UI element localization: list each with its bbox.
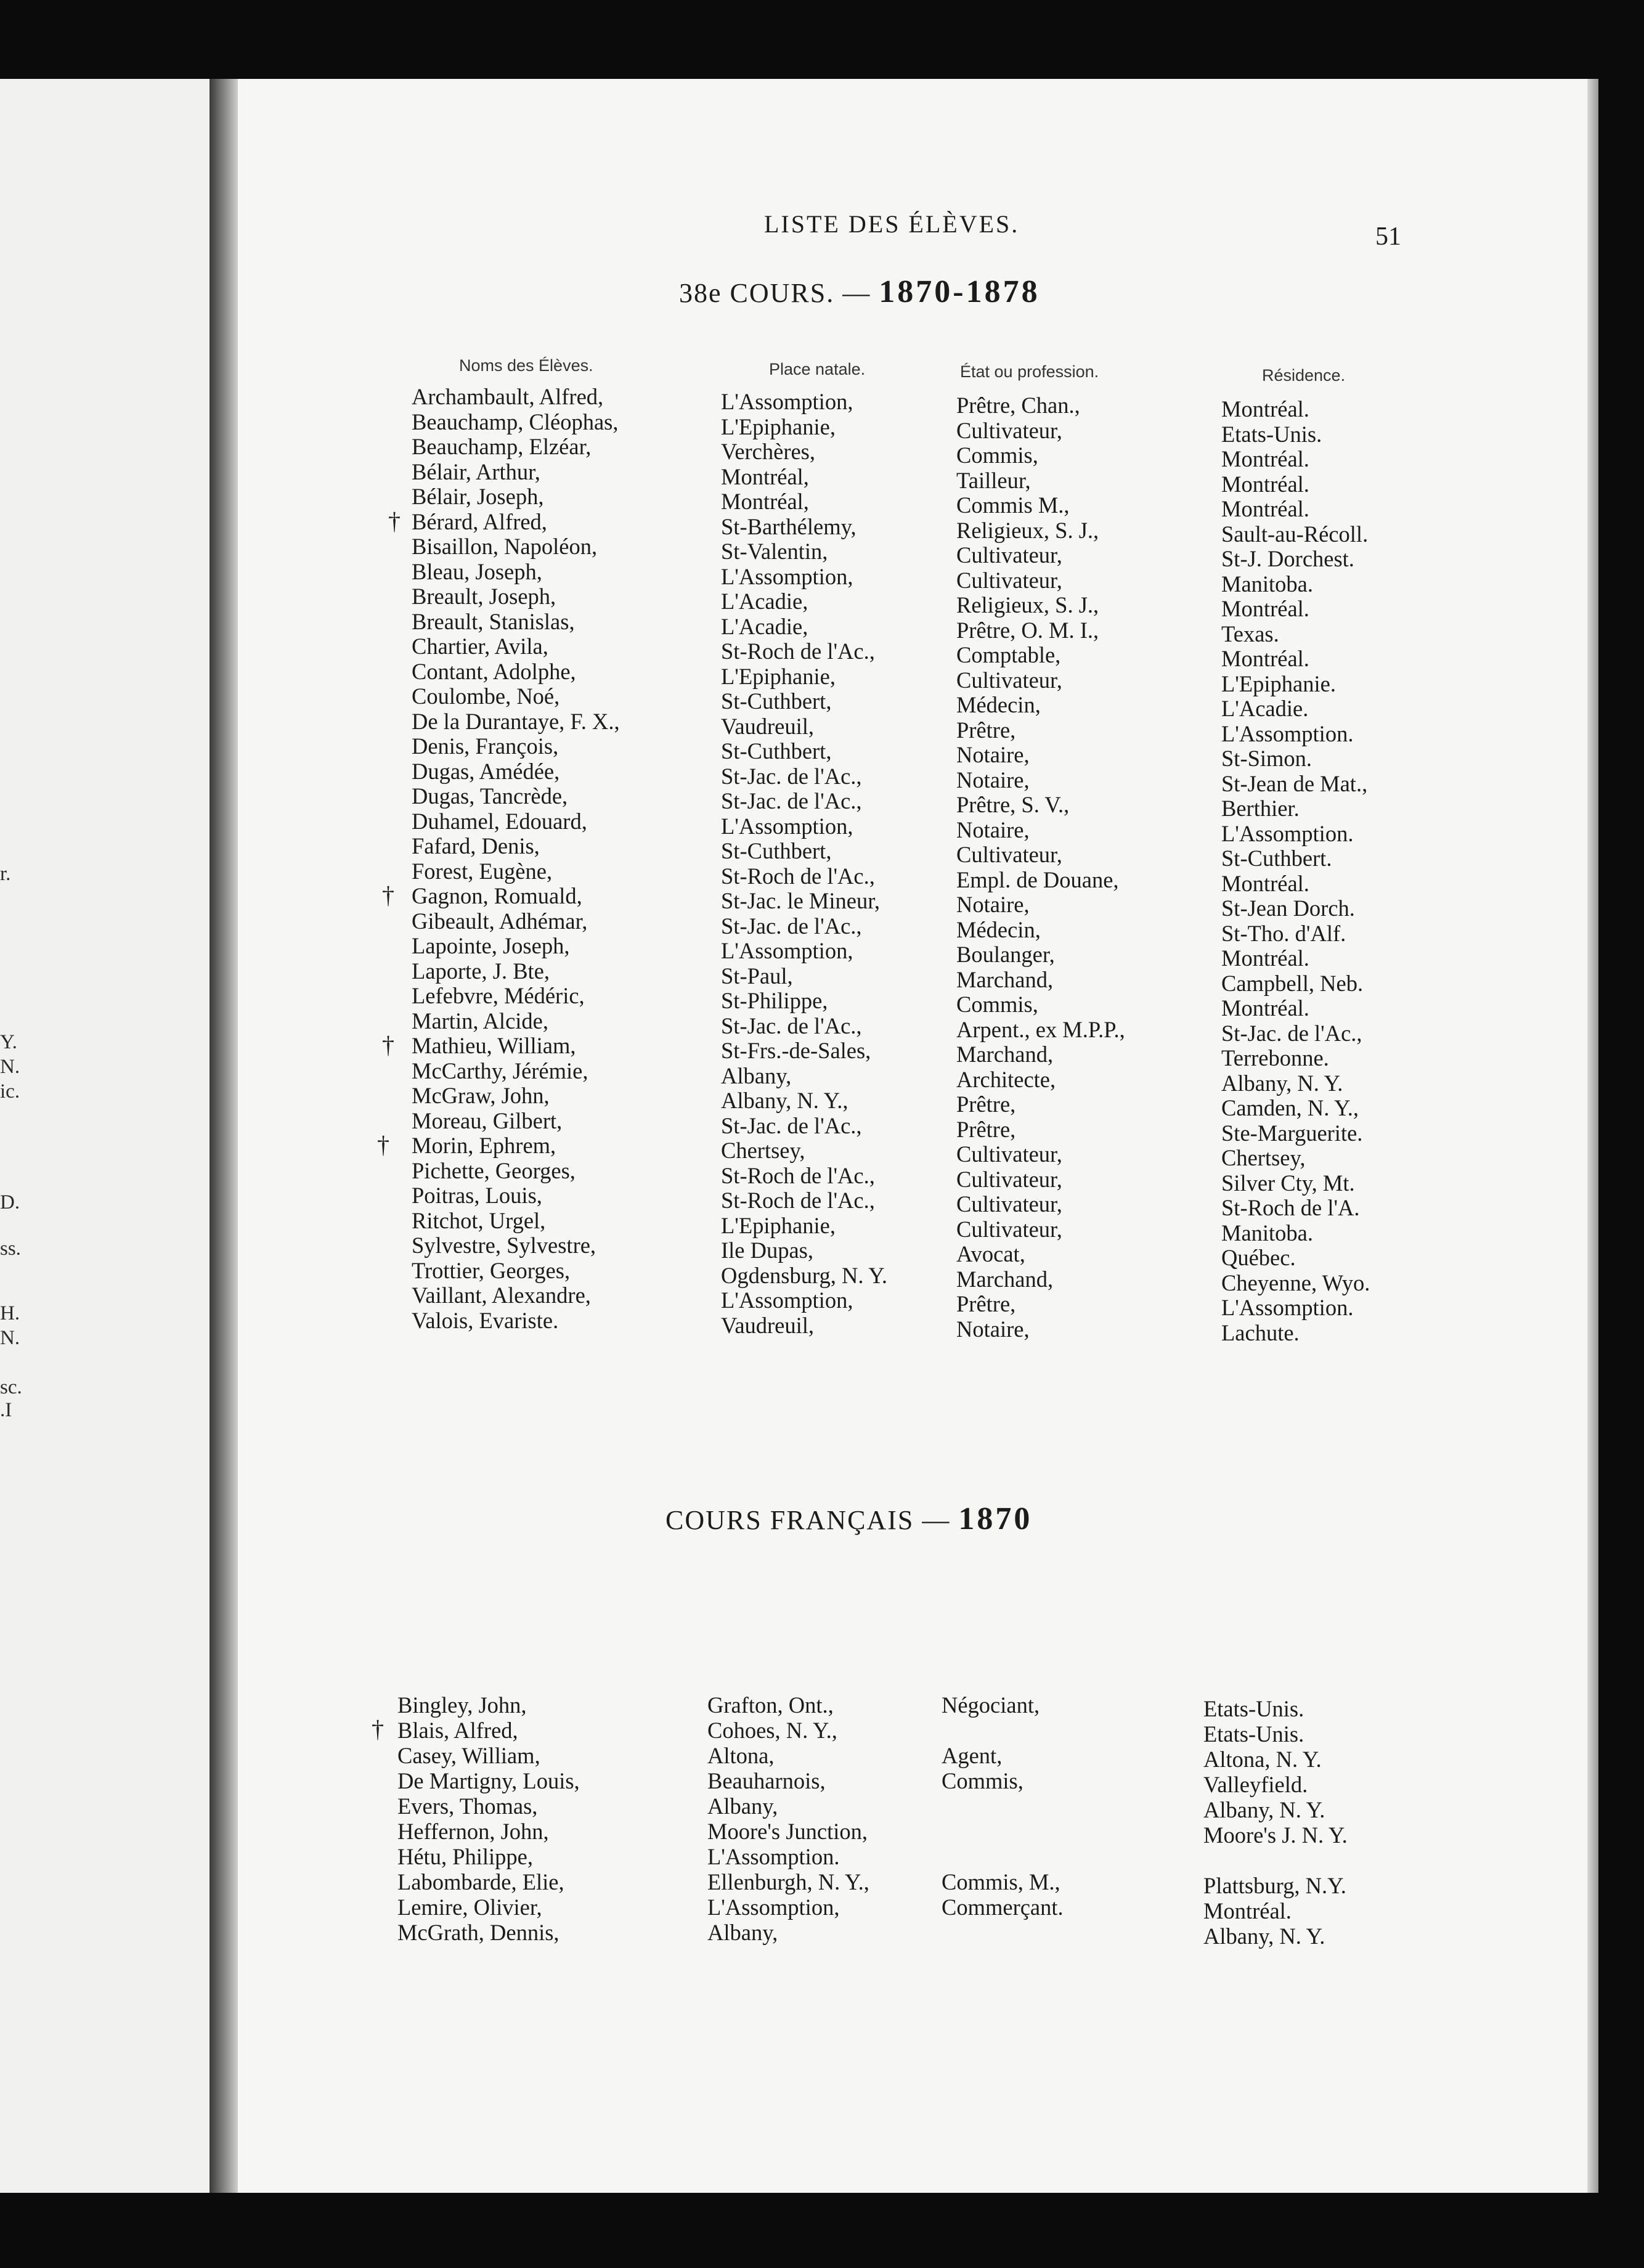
student-name: Blais, Alfred, [397, 1718, 518, 1743]
residence: Moore's J. N. Y. [1203, 1822, 1348, 1848]
left-fragment: N. [0, 1327, 20, 1349]
student-name: Laporte, J. Bte, [412, 958, 550, 984]
residence: L'Acadie. [1221, 696, 1309, 721]
student-name: Poitras, Louis, [412, 1183, 542, 1208]
student-name: Breault, Stanislas, [412, 608, 575, 634]
profession-column [956, 393, 1125, 1342]
profession: Cultivateur, [956, 1141, 1062, 1167]
birthplace: L'Epiphanie, [721, 1212, 836, 1238]
birthplace: L'Acadie, [721, 589, 808, 614]
student-name: Evers, Thomas, [397, 1793, 538, 1819]
student-name: Martin, Alcide, [412, 1008, 548, 1034]
student-name: Lapointe, Joseph, [412, 933, 570, 958]
profession: Prêtre, S. V., [956, 792, 1070, 817]
student-name: Bélair, Joseph, [412, 484, 544, 509]
birthplace-column [721, 390, 887, 1338]
residence: Cheyenne, Wyo. [1221, 1270, 1370, 1295]
birthplace: St-Jac. de l'Ac., [721, 763, 862, 789]
section-title-38e-cours [679, 274, 1040, 310]
profession: Notaire, [956, 742, 1030, 767]
student-name: Bingley, John, [397, 1692, 527, 1718]
student-name: Casey, William, [397, 1743, 540, 1768]
profession: Comptable, [956, 642, 1061, 667]
birthplace: Cohoes, N. Y., [707, 1718, 837, 1743]
birthplace: St-Philippe, [721, 988, 828, 1013]
birthplace-column [707, 1692, 869, 1945]
profession: Commis, [942, 1768, 1023, 1793]
residence: St-Roch de l'A. [1221, 1195, 1360, 1220]
names-column [397, 1692, 580, 1945]
birthplace: Albany, [707, 1793, 778, 1819]
section-title-years: 1870-1878 [879, 274, 1040, 309]
birthplace: L'Assomption, [721, 938, 853, 963]
header-profession: État ou profession. [960, 362, 1099, 381]
student-name: Chartier, Avila, [412, 634, 548, 659]
birthplace: L'Assomption. [707, 1844, 840, 1869]
birthplace: L'Assomption, [721, 563, 853, 589]
profession [942, 1920, 1064, 1945]
student-name: Ritchot, Urgel, [412, 1207, 546, 1233]
section-title-prefix: 38e COURS. — [679, 278, 871, 308]
student-name: Archambault, Alfred, [412, 384, 604, 409]
profession [942, 1844, 1064, 1869]
birthplace: Altona, [707, 1743, 775, 1768]
birthplace: St-Jac. le Mineur, [721, 888, 881, 913]
profession: Arpent., ex M.P.P., [956, 1016, 1125, 1042]
student-name: Denis, François, [412, 733, 559, 759]
residence: Ste-Marguerite. [1221, 1120, 1363, 1146]
header-names: Noms des Élèves. [459, 356, 593, 375]
section-title-cours-francais [665, 1501, 1032, 1537]
residence: Montréal. [1221, 396, 1309, 422]
student-name: McGraw, John, [412, 1083, 550, 1108]
student-name: Heffernon, John, [397, 1819, 549, 1844]
left-fragment: N. [0, 1056, 20, 1078]
birthplace: St-Cuthbert, [721, 688, 832, 714]
profession: Empl. de Douane, [956, 867, 1119, 892]
names-column [412, 385, 620, 1333]
residence: Montréal. [1221, 446, 1309, 471]
student-name: Duhamel, Edouard, [412, 808, 587, 834]
deceased-dagger-mark: † [388, 507, 401, 535]
residence: Terrebonne. [1221, 1045, 1329, 1071]
birthplace: L'Epiphanie, [721, 663, 836, 689]
birthplace: Ellenburgh, N. Y., [707, 1869, 869, 1895]
residence: Montréal. [1221, 945, 1309, 971]
profession: Commis, [956, 443, 1038, 468]
residence: St-J. Dorchest. [1221, 546, 1354, 571]
student-name: Mathieu, William, [412, 1033, 576, 1058]
residence: L'Assomption. [1221, 820, 1354, 846]
deceased-dagger-mark: † [382, 1031, 394, 1059]
student-name: Bisaillon, Napoléon, [412, 534, 598, 559]
student-name: Beauchamp, Elzéar, [412, 434, 592, 459]
student-name: Contant, Adolphe, [412, 658, 576, 684]
birthplace: Moore's Junction, [707, 1819, 868, 1844]
birthplace: Ogdensburg, N. Y. [721, 1262, 888, 1288]
residence: Montréal. [1203, 1898, 1292, 1923]
student-name: Sylvestre, Sylvestre, [412, 1233, 596, 1258]
profession: Avocat, [956, 1241, 1025, 1267]
birthplace: St-Barthélemy, [721, 513, 857, 539]
header-residence: Résidence. [1262, 366, 1346, 385]
residence: Plattsburg, N.Y. [1203, 1873, 1346, 1898]
residence: L'Assomption. [1221, 720, 1354, 746]
left-fragment: H. [0, 1302, 20, 1324]
left-fragment: Y. [0, 1031, 17, 1053]
profession: Notaire, [956, 817, 1030, 842]
birthplace: L'Assomption, [721, 1287, 853, 1313]
deceased-dagger-mark: † [372, 1715, 384, 1743]
student-name: Lemire, Olivier, [397, 1895, 542, 1920]
student-name: Morin, Ephrem, [412, 1133, 556, 1158]
residence: Etats-Unis. [1203, 1696, 1304, 1721]
profession: Architecte, [956, 1066, 1056, 1092]
left-fragment: r. [0, 863, 11, 885]
birthplace: St-Jac. de l'Ac., [721, 913, 862, 939]
birthplace: L'Assomption, [721, 813, 853, 839]
student-name: Lefebvre, Médéric, [412, 983, 585, 1008]
student-name: Hétu, Philippe, [397, 1844, 533, 1869]
birthplace: Grafton, Ont., [707, 1692, 834, 1718]
student-name: Dugas, Tancrède, [412, 783, 568, 809]
profession: Prêtre, Chan., [956, 393, 1080, 418]
profession: Cultivateur, [956, 842, 1062, 867]
residence: Lachute. [1221, 1320, 1300, 1345]
profession: Agent, [942, 1743, 1003, 1768]
profession: Commerçant. [942, 1895, 1064, 1920]
birthplace: Verchères, [721, 439, 816, 464]
residence: Campbell, Neb. [1221, 970, 1364, 996]
profession: Médecin, [956, 692, 1041, 717]
left-fragment: ic. [0, 1080, 20, 1103]
profession: Commis, [956, 992, 1038, 1017]
profession: Cultivateur, [956, 1191, 1062, 1217]
profession: Médecin, [956, 916, 1041, 942]
student-name: Bleau, Joseph, [412, 558, 542, 584]
book-spine [210, 79, 238, 2193]
residence: Montréal. [1221, 646, 1309, 671]
residence: Berthier. [1221, 796, 1300, 821]
residence: Albany, N. Y. [1221, 1070, 1343, 1096]
student-name: De Martigny, Louis, [397, 1768, 580, 1793]
birthplace: L'Epiphanie, [721, 414, 836, 439]
residence: Etats-Unis. [1203, 1721, 1304, 1747]
profession: Tailleur, [956, 467, 1031, 493]
profession: Notaire, [956, 1316, 1030, 1342]
profession: Religieux, S. J., [956, 517, 1099, 543]
section-title-years: 1870 [958, 1501, 1033, 1536]
student-name: Gagnon, Romuald, [412, 883, 582, 908]
page-number: 51 [1375, 222, 1401, 251]
student-name: Vaillant, Alexandre, [412, 1283, 591, 1308]
student-name: De la Durantaye, F. X., [412, 708, 620, 734]
left-fragment: .I [0, 1399, 12, 1421]
profession: Prêtre, [956, 1291, 1016, 1316]
residence: St-Tho. d'Alf. [1221, 920, 1346, 946]
residence: Camden, N. Y., [1221, 1095, 1359, 1120]
birthplace: St-Valentin, [721, 539, 828, 564]
residence: L'Assomption. [1221, 1295, 1354, 1320]
residence: Chertsey, [1221, 1145, 1306, 1170]
profession: Cultivateur, [956, 417, 1062, 443]
residence: Manitoba. [1221, 1220, 1314, 1246]
birthplace: Albany, [721, 1063, 792, 1088]
student-name: Forest, Eugène, [412, 858, 553, 884]
birthplace: Albany, [707, 1920, 778, 1945]
running-head: LISTE DES ÉLÈVES. [764, 210, 1020, 238]
profession: Prêtre, O. M. I., [956, 617, 1099, 643]
profession: Commis, M., [942, 1869, 1060, 1895]
profession: Cultivateur, [956, 567, 1062, 593]
birthplace: Vaudreuil, [721, 713, 815, 739]
profession: Marchand, [956, 1266, 1054, 1292]
birthplace: L'Acadie, [721, 613, 808, 639]
birthplace: St-Jac. de l'Ac., [721, 788, 862, 814]
birthplace: L'Assomption, [721, 389, 853, 414]
deceased-dagger-mark: † [377, 1131, 389, 1159]
profession: Cultivateur, [956, 1216, 1062, 1242]
birthplace: Vaudreuil, [721, 1312, 815, 1338]
student-name: McCarthy, Jérémie, [412, 1058, 588, 1083]
residence: Manitoba. [1221, 571, 1314, 597]
residence: Montréal. [1221, 596, 1309, 621]
left-fragment: sc. [0, 1376, 22, 1398]
student-name: Fafard, Denis, [412, 833, 540, 859]
residence: Montréal. [1221, 496, 1309, 521]
student-name: Bérard, Alfred, [412, 508, 547, 534]
birthplace: St-Cuthbert, [721, 738, 832, 764]
left-page-edge [0, 79, 210, 2193]
profession: Prêtre, [956, 717, 1016, 743]
birthplace: St-Roch de l'Ac., [721, 1188, 875, 1213]
residence: Texas. [1221, 621, 1279, 647]
profession [942, 1718, 1064, 1743]
student-name: Valois, Evariste. [412, 1307, 559, 1333]
residence: Québec. [1221, 1245, 1296, 1270]
left-fragment: ss. [0, 1238, 21, 1260]
profession: Notaire, [956, 892, 1030, 917]
residence: Sault-au-Récoll. [1221, 521, 1369, 547]
residence: St-Jac. de l'Ac., [1221, 1020, 1362, 1046]
left-fragment: D. [0, 1191, 20, 1214]
birthplace: St-Paul, [721, 963, 793, 989]
birthplace: St-Roch de l'Ac., [721, 638, 875, 664]
birthplace: Montréal, [721, 463, 809, 489]
birthplace: L'Assomption, [707, 1895, 840, 1920]
residence-column [1221, 397, 1370, 1345]
profession: Prêtre, [956, 1091, 1016, 1117]
student-name: Beauchamp, Cléophas, [412, 409, 619, 434]
residence: Montréal. [1221, 995, 1309, 1021]
profession: Cultivateur, [956, 1166, 1062, 1192]
residence: Albany, N. Y. [1203, 1923, 1325, 1949]
section-title-prefix: COURS FRANÇAIS — [665, 1505, 951, 1535]
residence: Silver Cty, Mt. [1221, 1170, 1355, 1196]
profession-column [942, 1692, 1064, 1945]
profession: Marchand, [956, 966, 1054, 992]
birthplace: St-Cuthbert, [721, 838, 832, 863]
residence: Albany, N. Y. [1203, 1797, 1325, 1822]
profession: Cultivateur, [956, 667, 1062, 693]
student-name: Bélair, Arthur, [412, 459, 540, 484]
birthplace: Albany, N. Y., [721, 1088, 848, 1113]
residence: Montréal. [1221, 870, 1309, 896]
profession: Notaire, [956, 767, 1030, 793]
profession [942, 1819, 1064, 1844]
profession: Négociant, [942, 1692, 1040, 1718]
student-name: Breault, Joseph, [412, 584, 556, 609]
birthplace: St-Frs.-de-Sales, [721, 1038, 871, 1063]
residence: Altona, N. Y. [1203, 1747, 1322, 1772]
birthplace: Beauharnois, [707, 1768, 826, 1793]
residence-column [1203, 1696, 1348, 1949]
residence: Etats-Unis. [1221, 421, 1322, 447]
student-name: Labombarde, Elie, [397, 1869, 564, 1895]
student-name: Coulombe, Noé, [412, 683, 560, 709]
birthplace: Ile Dupas, [721, 1238, 814, 1263]
student-name: Trottier, Georges, [412, 1257, 571, 1283]
profession: Commis M., [956, 492, 1070, 518]
residence: Montréal. [1221, 471, 1309, 497]
deceased-dagger-mark: † [382, 881, 394, 909]
student-name: Dugas, Amédée, [412, 758, 560, 784]
birthplace: St-Roch de l'Ac., [721, 1162, 875, 1188]
profession: Boulanger, [956, 942, 1055, 967]
birthplace: Montréal, [721, 489, 809, 514]
student-name: Gibeault, Adhémar, [412, 908, 588, 934]
residence: St-Simon. [1221, 746, 1312, 771]
birthplace: St-Jac. de l'Ac., [721, 1013, 862, 1038]
profession: Religieux, S. J., [956, 592, 1099, 618]
residence [1203, 1848, 1348, 1873]
profession: Cultivateur, [956, 542, 1062, 568]
profession [942, 1793, 1064, 1819]
birthplace: St-Roch de l'Ac., [721, 863, 875, 889]
student-name: McGrath, Dennis, [397, 1920, 560, 1945]
page-edge [1587, 79, 1598, 2193]
student-name: Pichette, Georges, [412, 1157, 576, 1183]
profession: Marchand, [956, 1042, 1054, 1067]
residence: St-Jean Dorch. [1221, 895, 1355, 921]
residence: St-Jean de Mat., [1221, 770, 1368, 796]
student-name: Moreau, Gilbert, [412, 1107, 563, 1133]
residence: Valleyfield. [1203, 1772, 1308, 1797]
header-birthplace: Place natale. [769, 360, 866, 378]
residence: L'Epiphanie. [1221, 671, 1336, 696]
birthplace: St-Jac. de l'Ac., [721, 1112, 862, 1138]
profession: Prêtre, [956, 1116, 1016, 1142]
birthplace: Chertsey, [721, 1138, 805, 1163]
residence: St-Cuthbert. [1221, 846, 1332, 871]
